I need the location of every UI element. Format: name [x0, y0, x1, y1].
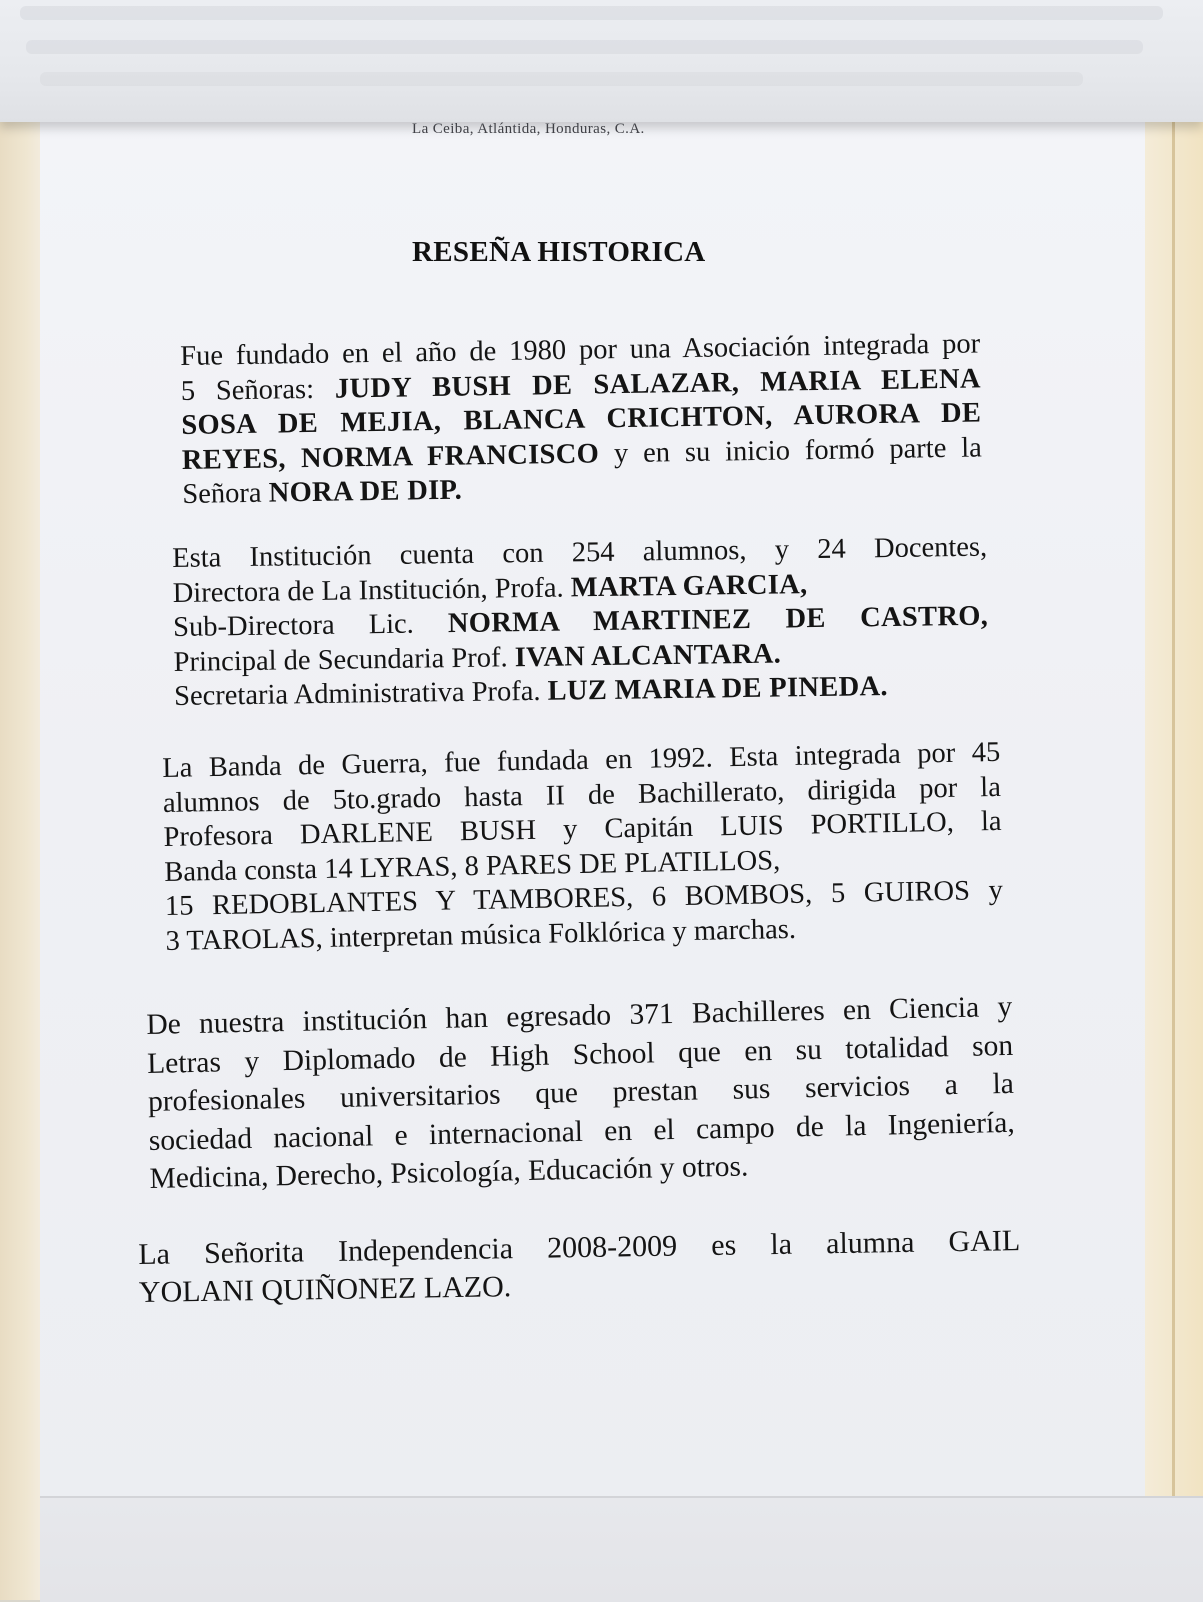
paragraph-staff [172, 531, 989, 715]
founder-name: NORA DE DIP. [268, 474, 463, 509]
text-line: De nuestra institución han egresado 371 Bachilleres en Ciencia y [146, 990, 1013, 1041]
previous-page-edge [0, 0, 1203, 122]
founders-names: JUDY BUSH DE SALAZAR, MARIA ELENA [334, 362, 981, 405]
founders-names: SOSA DE MEJIA, BLANCA CRICHTON, AURORA DE [181, 397, 982, 441]
text-line: alumnos de 5to.grado hasta II de Bachillerato, dirigida por la [162, 771, 1002, 819]
text-line: Principal de Secundaria Prof. IVAN ALCANTARA. [173, 638, 782, 678]
text-line: Sub-Directora Lic. NORMA MARTINEZ DE CASTRO, [172, 600, 989, 643]
text-line: Secretaria Administrativa Profa. LUZ MARIA DE PINEDA. [173, 671, 888, 712]
paragraph-band [162, 736, 1004, 959]
staff-name: NORMA MARTINEZ DE CASTRO, [447, 600, 989, 640]
staff-name: MARTA GARCIA, [570, 568, 808, 603]
text-line: Esta Institución cuenta con 254 alumnos, y 24 Docentes, [172, 531, 988, 574]
text-line: 5 Señoras: JUDY BUSH DE SALAZAR, MARIA ELENA [180, 362, 981, 407]
text-line: Medicina, Derecho, Psicología, Educación y otros. [149, 1150, 749, 1195]
bleed-through-text [40, 72, 1083, 86]
text-line: profesionales universitarios que prestan sus servicios a la [147, 1067, 1015, 1118]
text-line: La Señorita Independencia 2008-2009 es la alumna GAIL [138, 1224, 1021, 1271]
text-line: Profesora DARLENE BUSH y Capitán LUIS PORTILLO, la [163, 805, 1002, 853]
text-line: sociedad nacional e internacional en el campo de la Ingeniería, [148, 1106, 1015, 1157]
bleed-through-text [26, 40, 1143, 54]
page-bottom-edge [40, 1496, 1203, 1602]
page-stack-edge [1172, 118, 1175, 1588]
background-surface-left [0, 122, 44, 1600]
paragraph-founding [180, 327, 983, 512]
paragraph-graduates [146, 988, 1016, 1199]
letterhead-location: La Ceiba, Atlántida, Honduras, C.A. [412, 121, 645, 137]
text-line: Letras y Diplomado de High School que en su totalidad son [146, 1029, 1014, 1080]
text-line: 15 REDOBLANTES Y TAMBORES, 6 BOMBOS, 5 GUIROS y [164, 874, 1004, 922]
text-line: Señora NORA DE DIP. [182, 474, 463, 510]
text-line: Banda consta 14 LYRAS, 8 PARES DE PLATILLOS, [164, 844, 781, 888]
staff-name: IVAN ALCANTARA. [514, 638, 782, 673]
text-line: Fue fundado en el año de 1980 por una Asociación integrada por [180, 328, 981, 372]
text-line: 3 TAROLAS, interpretan música Folklórica y marchas. [165, 913, 797, 957]
document-title: RESEÑA HISTORICA [412, 236, 706, 268]
founders-names: REYES, NORMA FRANCISCO [181, 437, 600, 476]
staff-name: LUZ MARIA DE PINEDA. [547, 671, 888, 707]
text-line: Directora de La Institución, Profa. MARTA GARCIA, [172, 568, 808, 609]
bleed-through-text [20, 6, 1163, 20]
text-line: La Banda de Guerra, fue fundada en 1992. Esta integrada por 45 [162, 736, 1001, 784]
text-line: REYES, NORMA FRANCISCO y en su inicio formó parte la [181, 431, 983, 476]
text-line: YOLANI QUIÑONEZ LAZO. [138, 1270, 512, 1309]
paragraph-independence [138, 1222, 1021, 1312]
